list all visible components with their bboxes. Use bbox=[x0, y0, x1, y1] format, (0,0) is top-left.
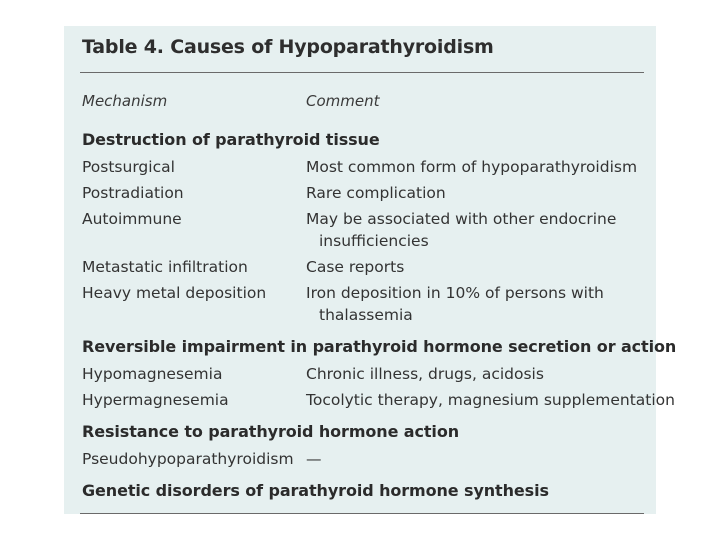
row-comment: Iron deposition in 10% of persons with bbox=[306, 284, 604, 302]
row-comment: Rare complication bbox=[306, 184, 446, 202]
top-rule bbox=[80, 72, 644, 73]
row-comment: May be associated with other endocrine bbox=[306, 210, 617, 228]
row-comment: — bbox=[306, 450, 322, 468]
table-title: Table 4. Causes of Hypoparathyroidism bbox=[82, 36, 494, 58]
row-comment: Case reports bbox=[306, 258, 405, 276]
row-mechanism: Pseudohypoparathyroidism bbox=[82, 450, 294, 468]
section-heading-resistance: Resistance to parathyroid hormone action bbox=[82, 422, 460, 441]
row-mechanism: Metastatic infiltration bbox=[82, 258, 248, 276]
row-mechanism: Hypomagnesemia bbox=[82, 365, 223, 383]
row-mechanism: Postradiation bbox=[82, 184, 184, 202]
row-comment: Most common form of hypoparathyroidism bbox=[306, 158, 638, 176]
bottom-rule bbox=[80, 513, 644, 514]
row-mechanism: Postsurgical bbox=[82, 158, 175, 176]
row-mechanism: Heavy metal deposition bbox=[82, 284, 267, 302]
table-panel bbox=[64, 26, 677, 514]
column-header-mechanism: Mechanism bbox=[82, 92, 168, 110]
row-comment-continued: insufficiencies bbox=[319, 232, 429, 250]
row-mechanism: Hypermagnesemia bbox=[82, 391, 229, 409]
section-heading-genetic-disorders: Genetic disorders of parathyroid hormone synthesis bbox=[82, 481, 549, 500]
row-comment: Tocolytic therapy, magnesium supplementation bbox=[306, 391, 675, 409]
section-heading-reversible-impairment: Reversible impairment in parathyroid hormone secretion or action bbox=[82, 337, 677, 356]
column-header-comment: Comment bbox=[306, 92, 380, 110]
section-heading-destruction: Destruction of parathyroid tissue bbox=[82, 130, 380, 149]
row-mechanism: Autoimmune bbox=[82, 210, 182, 228]
row-comment-continued: thalassemia bbox=[319, 306, 413, 324]
row-comment: Chronic illness, drugs, acidosis bbox=[306, 365, 544, 383]
